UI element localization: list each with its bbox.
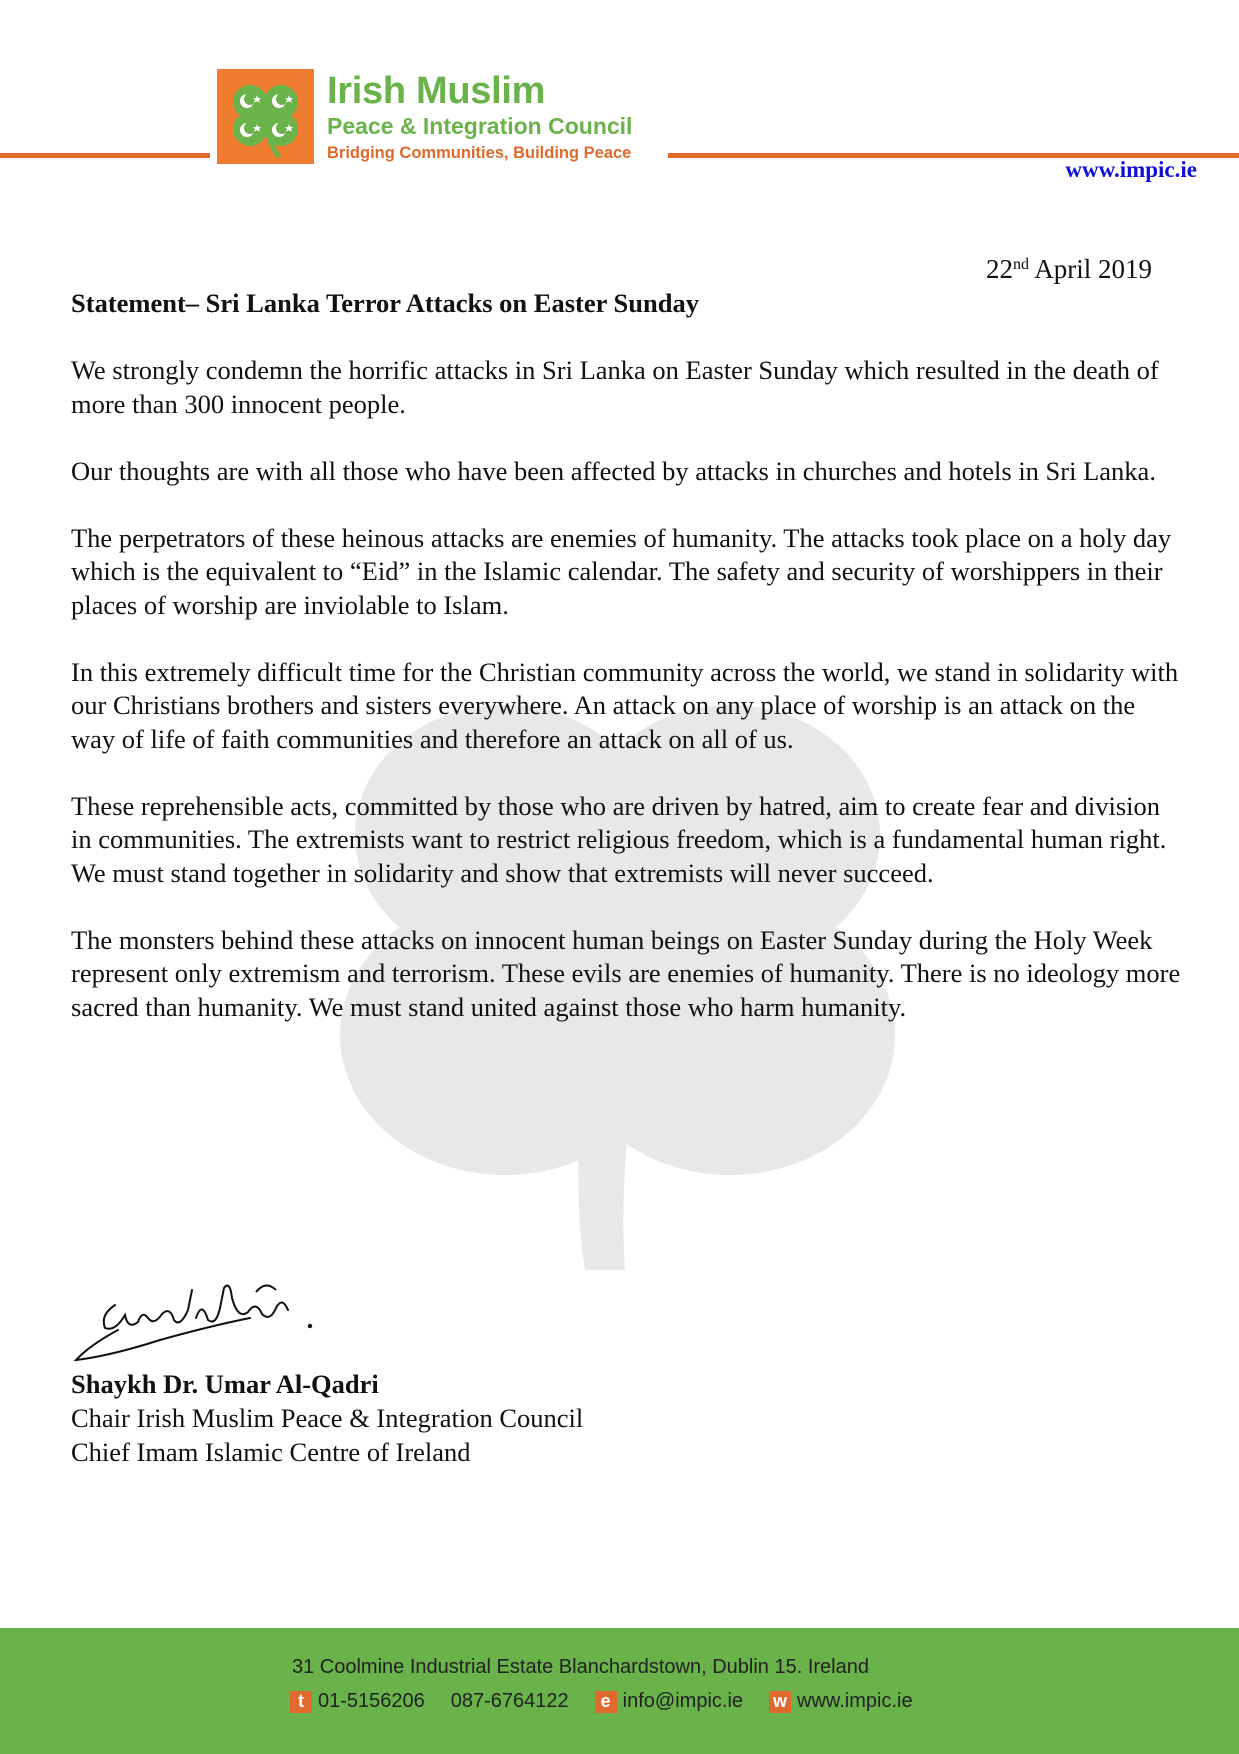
statement-title: Statement– Sri Lanka Terror Attacks on Easter Sunday [71,288,699,318]
footer-contact [290,1690,913,1713]
org-name: Irish Muslim [327,70,546,112]
paragraph-3: The perpetrators of these heinous attacks are enemies of humanity. The attacks took place on a holy day which is the equivalent to “Eid” in the Islamic calendar. The safety and security of worshippers in their places of worship are inviolable to Islam. [71,522,1172,620]
footer-address: 31 Coolmine Industrial Estate Blanchardstown, Dublin 15. Ireland [292,1656,869,1678]
signer-role-2: Chief Imam Islamic Centre of Ireland [71,1437,471,1467]
signer-role-1: Chair Irish Muslim Peace & Integration Council [71,1403,584,1433]
paragraph-1: We strongly condemn the horrific attacks in Sri Lanka on Easter Sunday which resulted in the death of more than 300 innocent people. [71,355,1159,419]
shamrock-logo-icon [217,69,314,164]
footer-phone-1: 01-5156206 [318,1690,425,1712]
org-tagline: Bridging Communities, Building Peace [327,144,632,162]
paragraph-6: The monsters behind these attacks on innocent human beings on Easter Sunday during the Holy Week represent only extremism and terrorism. These evils are enemies of humanity. There is no ideology more sacred than humanity. We must stand united against those who harm humanity. [71,924,1181,1022]
header-rule-left [0,153,210,158]
web-icon: w [769,1691,791,1713]
footer-email[interactable]: info@impic.ie [622,1690,744,1712]
org-subtitle: Peace & Integration Council [327,113,633,139]
letter-body [71,287,1181,1058]
footer-web[interactable]: www.impic.ie [797,1690,913,1712]
letter-date: 22nd April 2019 [985,254,1152,284]
paragraph-5: These reprehensible acts, committed by those who are driven by hatred, aim to create fear and division in communities. The extremists want to restrict religious freedom, which is a fundamental human right. We must stand together in solidarity and show that extremists will never succeed. [71,790,1167,888]
footer-phone-2: 087-6764122 [450,1690,569,1712]
signature-icon [70,1270,320,1365]
email-icon: e [595,1691,617,1713]
signer-block [71,1367,583,1469]
website-link[interactable]: www.impic.ie [1065,157,1197,182]
signer-name: Shaykh Dr. Umar Al-Qadri [71,1369,379,1399]
phone-icon: t [290,1691,312,1713]
paragraph-4: In this extremely difficult time for the Christian community across the world, we stand in solidarity with our Christians brothers and sisters everywhere. An attack on any place of worship is an attack on the way of life of faith communities and therefore an attack on all of us. [71,656,1179,754]
paragraph-2: Our thoughts are with all those who have been affected by attacks in churches and hotels in Sri Lanka. [71,455,1156,486]
